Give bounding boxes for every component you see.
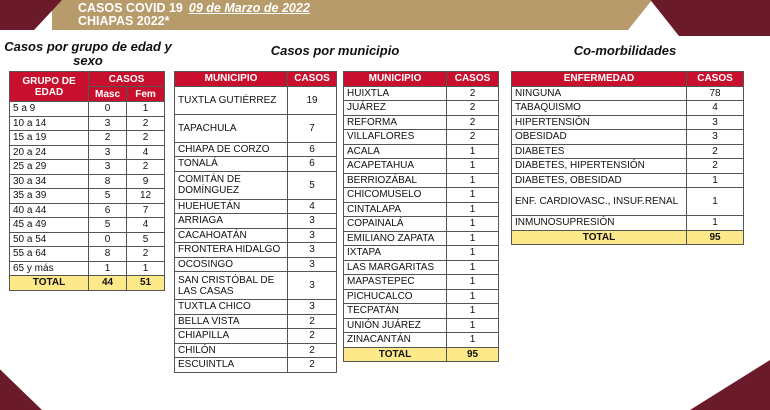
age-group-cell: 15 a 19 [10,131,89,146]
enfermedad-cell: INMUNOSUPRESIÓN [512,216,687,231]
municipio-name-cell: TUXTLA CHICO [175,300,288,315]
age-masc-cell: 3 [89,160,127,175]
enfermedad-casos-cell: 4 [687,101,744,116]
municipio-casos-cell: 5 [288,171,337,199]
age-col-casos-header: CASOS [89,72,165,87]
municipio-casos-cell: 1 [447,202,499,217]
total-label: TOTAL [512,230,687,245]
municipio-name-cell: UNIÓN JUÁREZ [344,318,447,333]
municipio-name-cell: COPAINALÁ [344,217,447,232]
enfermedad-casos-cell: 78 [687,86,744,101]
table-row [344,188,499,203]
age-masc-cell: 3 [89,145,127,160]
enfermedad-casos-cell: 1 [687,188,744,216]
municipio-name-cell: TUXTLA GUTIÉRREZ [175,86,288,114]
comorb-col-casos-header: CASOS [687,72,744,87]
age-masc-cell: 2 [89,131,127,146]
municipio-casos-cell: 2 [447,115,499,130]
municipio-name-cell: CHILÓN [175,343,288,358]
municipio-name-cell: SAN CRISTÓBAL DE LAS CASAS [175,272,288,300]
table-row [10,218,165,233]
municipio-casos-cell: 1 [447,289,499,304]
age-masc-cell: 5 [89,218,127,233]
municipio-name-cell: BELLA VISTA [175,314,288,329]
table-row [344,260,499,275]
mun2-col-casos-header: CASOS [447,72,499,87]
table-row [175,171,337,199]
age-masc-cell: 6 [89,203,127,218]
municipio-casos-cell: 2 [288,329,337,344]
table-row [512,101,744,116]
comorb-section-title: Co-morbilidades [573,43,677,58]
table-row [175,199,337,214]
banner-right-accent [640,0,770,36]
age-masc-cell: 0 [89,232,127,247]
municipio-casos-cell: 1 [447,246,499,261]
table-row [344,246,499,261]
age-fem-cell: 4 [127,218,165,233]
age-fem-cell: 2 [127,131,165,146]
age-fem-cell: 4 [127,145,165,160]
municipio-casos-cell: 4 [288,199,337,214]
age-col-masc-header: Masc [89,87,127,102]
age-masc-cell: 0 [89,102,127,117]
municipio-section-title: Casos por municipio [270,43,400,58]
table-row [344,173,499,188]
municipio-casos-cell: 1 [447,173,499,188]
age-group-cell: 50 a 54 [10,232,89,247]
table-row [175,86,337,114]
table-row [175,314,337,329]
municipio-casos-cell: 1 [447,188,499,203]
header-title [78,2,310,28]
enfermedad-cell: DIABETES, HIPERTENSIÓN [512,159,687,174]
municipio-casos-cell: 1 [447,231,499,246]
total-label: TOTAL [344,347,447,362]
municipio-casos-cell: 2 [288,314,337,329]
municipio-name-cell: CINTALAPA [344,202,447,217]
municipio-name-cell: MAPASTEPEC [344,275,447,290]
table-row [175,343,337,358]
total-masc-value: 44 [89,276,127,291]
age-group-cell: 55 a 64 [10,247,89,262]
table-row [512,173,744,188]
municipio-name-cell: TONALÁ [175,157,288,172]
comorbidities-table [511,71,744,245]
municipio-name-cell: CHIAPA DE CORZO [175,142,288,157]
age-fem-cell: 2 [127,160,165,175]
total-value: 95 [447,347,499,362]
header-date: 09 de Marzo de 2022 [188,1,310,15]
municipio-name-cell: CHICOMUSELO [344,188,447,203]
municipio-name-cell: TECPATÁN [344,304,447,319]
mun1-col-casos-header: CASOS [288,72,337,87]
table-row [344,217,499,232]
enfermedad-casos-cell: 2 [687,144,744,159]
total-row [10,276,165,291]
table-row [10,189,165,204]
age-fem-cell: 2 [127,116,165,131]
municipio-name-cell: TAPACHULA [175,114,288,142]
table-row [175,214,337,229]
table-row [10,116,165,131]
municipio-name-cell: LAS MARGARITAS [344,260,447,275]
table-row [344,144,499,159]
enfermedad-cell: NINGUNA [512,86,687,101]
table-row [10,131,165,146]
municipio-casos-cell: 19 [288,86,337,114]
enfermedad-cell: TABAQUISMO [512,101,687,116]
table-row [344,275,499,290]
age-col-group-header: GRUPO DE EDAD [10,72,89,102]
table-row [512,188,744,216]
municipio-name-cell: COMITÁN DE DOMÍNGUEZ [175,171,288,199]
table-row [175,157,337,172]
municipio-name-cell: HUEHUETÁN [175,199,288,214]
age-group-cell: 5 a 9 [10,102,89,117]
municipio-casos-cell: 3 [288,214,337,229]
municipio-name-cell: ESCUINTLA [175,358,288,373]
municipio-name-cell: CACAHOATÁN [175,228,288,243]
age-fem-cell: 9 [127,174,165,189]
enfermedad-cell: ENF. CARDIOVASC., INSUF.RENAL [512,188,687,216]
table-row [175,257,337,272]
age-fem-cell: 1 [127,102,165,117]
table-row [175,114,337,142]
total-fem-value: 51 [127,276,165,291]
table-row [512,144,744,159]
age-group-table [9,71,165,291]
age-col-fem-header: Fem [127,87,165,102]
total-row [344,347,499,362]
municipio-name-cell: BERRIOZÁBAL [344,173,447,188]
municipio-casos-cell: 3 [288,243,337,258]
municipio-casos-cell: 2 [288,343,337,358]
table-row [175,358,337,373]
total-label: TOTAL [10,276,89,291]
table-row [175,300,337,315]
table-row [344,101,499,116]
enfermedad-casos-cell: 2 [687,159,744,174]
table-row [10,102,165,117]
municipio-casos-cell: 1 [447,144,499,159]
municipio-name-cell: FRONTERA HIDALGO [175,243,288,258]
age-fem-cell: 12 [127,189,165,204]
municipio-casos-cell: 3 [288,272,337,300]
table-row [10,261,165,276]
municipio-name-cell: VILLAFLORES [344,130,447,145]
municipio-name-cell: ACAPETAHUA [344,159,447,174]
enfermedad-cell: HIPERTENSIÓN [512,115,687,130]
age-masc-cell: 5 [89,189,127,204]
header-title-line1: CASOS COVID 19 [78,1,183,15]
municipio-name-cell: EMILIANO ZAPATA [344,231,447,246]
municipio-casos-cell: 2 [447,86,499,101]
municipio-casos-cell: 1 [447,333,499,348]
corner-decoration-right [690,360,770,410]
age-group-cell: 10 a 14 [10,116,89,131]
table-row [175,272,337,300]
table-row [344,86,499,101]
municipio-name-cell: CHIAPILLA [175,329,288,344]
municipio-casos-cell: 2 [288,358,337,373]
municipio-casos-cell: 3 [288,228,337,243]
age-masc-cell: 8 [89,247,127,262]
municipio-name-cell: OCOSINGO [175,257,288,272]
table-row [175,228,337,243]
municipio-name-cell: ZINACANTÁN [344,333,447,348]
municipio-casos-cell: 6 [288,142,337,157]
table-row [10,232,165,247]
table-row [344,202,499,217]
municipio-casos-cell: 3 [288,257,337,272]
table-row [344,318,499,333]
age-masc-cell: 1 [89,261,127,276]
age-fem-cell: 5 [127,232,165,247]
table-row [512,159,744,174]
municipio-name-cell: JUÁREZ [344,101,447,116]
age-group-cell: 65 y más [10,261,89,276]
age-fem-cell: 2 [127,247,165,262]
table-row [10,160,165,175]
header-banner [0,0,770,34]
table-row [10,174,165,189]
mun2-col-municipio-header: MUNICIPIO [344,72,447,87]
municipio-casos-cell: 2 [447,101,499,116]
age-group-cell: 25 a 29 [10,160,89,175]
municipio-table-1 [174,71,337,373]
municipio-casos-cell: 3 [288,300,337,315]
municipio-name-cell: HUIXTLA [344,86,447,101]
table-row [344,289,499,304]
municipio-table-2 [343,71,499,362]
municipio-name-cell: ACALA [344,144,447,159]
municipio-casos-cell: 6 [288,157,337,172]
enfermedad-cell: DIABETES [512,144,687,159]
table-row [344,115,499,130]
municipio-casos-cell: 1 [447,275,499,290]
municipio-name-cell: IXTAPA [344,246,447,261]
age-group-cell: 40 a 44 [10,203,89,218]
table-row [175,329,337,344]
table-row [344,333,499,348]
table-row [512,86,744,101]
municipio-casos-cell: 1 [447,159,499,174]
municipio-name-cell: PICHUCALCO [344,289,447,304]
enfermedad-casos-cell: 1 [687,173,744,188]
table-row [175,243,337,258]
enfermedad-casos-cell: 3 [687,130,744,145]
age-fem-cell: 1 [127,261,165,276]
total-value: 95 [687,230,744,245]
enfermedad-casos-cell: 1 [687,216,744,231]
table-row [512,130,744,145]
comorb-col-enfermedad-header: ENFERMEDAD [512,72,687,87]
total-row [512,230,744,245]
enfermedad-casos-cell: 3 [687,115,744,130]
age-group-cell: 20 a 24 [10,145,89,160]
municipio-casos-cell: 2 [447,130,499,145]
age-group-cell: 30 a 34 [10,174,89,189]
municipio-name-cell: REFORMA [344,115,447,130]
municipio-name-cell: ARRIAGA [175,214,288,229]
table-row [10,203,165,218]
age-section-title: Casos por grupo de edad y sexo [4,39,172,68]
table-row [10,247,165,262]
table-row [344,159,499,174]
municipio-casos-cell: 7 [288,114,337,142]
municipio-casos-cell: 1 [447,217,499,232]
corner-decoration-left [0,352,60,410]
age-masc-cell: 3 [89,116,127,131]
age-group-cell: 35 a 39 [10,189,89,204]
age-masc-cell: 8 [89,174,127,189]
municipio-casos-cell: 1 [447,318,499,333]
enfermedad-cell: OBESIDAD [512,130,687,145]
table-row [344,231,499,246]
municipio-casos-cell: 1 [447,304,499,319]
table-row [512,216,744,231]
table-row [512,115,744,130]
municipio-casos-cell: 1 [447,260,499,275]
enfermedad-cell: DIABETES, OBESIDAD [512,173,687,188]
table-row [344,304,499,319]
age-fem-cell: 7 [127,203,165,218]
table-row [344,130,499,145]
table-row [175,142,337,157]
header-title-line2: CHIAPAS 2022* [78,14,170,28]
mun1-col-municipio-header: MUNICIPIO [175,72,288,87]
age-group-cell: 45 a 49 [10,218,89,233]
table-row [10,145,165,160]
